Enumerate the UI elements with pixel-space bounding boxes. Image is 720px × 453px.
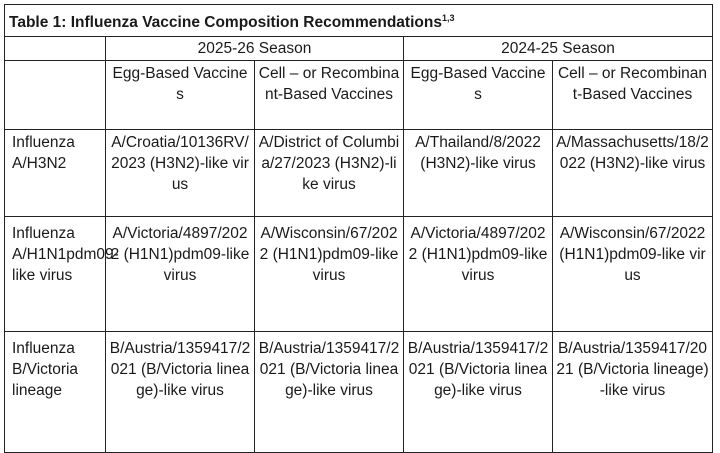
strain-text: B/Austria/1359417/2021 (B/Victoria lineage)-like virus (258, 340, 400, 399)
strain-text: B/Austria/1359417/2021 (B/Victoria lineage)-like virus (109, 340, 251, 399)
strain-cell (553, 217, 713, 332)
strain-cell (106, 217, 255, 332)
strain-text: A/District of Columbia/27/2023 (H3N2)-like virus (258, 134, 400, 193)
strain-cell (404, 217, 553, 332)
strain-cell (255, 332, 404, 453)
season-header-2024-25: 2024-25 Season (404, 37, 713, 61)
vaccine-type-label: Cell – or Recombinant-Based Vaccines (557, 65, 708, 103)
vaccine-type-header (553, 61, 713, 130)
strain-cell (404, 332, 553, 453)
table-title: Table 1: Influenza Vaccine Composition Recommendations (9, 14, 442, 31)
table-row (5, 130, 713, 217)
strain-text: A/Thailand/8/2022 (H3N2)-like virus (415, 134, 541, 172)
season-header-2025-26: 2025-26 Season (106, 37, 404, 61)
strain-cell (106, 130, 255, 217)
virus-name: Influenza A/H3N2 (12, 134, 75, 172)
strain-text: A/Wisconsin/67/2022 (H1N1)pdm09-like virus (559, 225, 706, 284)
blank-cell (5, 61, 106, 130)
strain-text: A/Wisconsin/67/2022 (H1N1)pdm09-like virus (259, 225, 399, 284)
vaccine-type-label: Cell – or Recombinant-Based Vaccines (258, 65, 400, 103)
vaccine-type-header (106, 61, 255, 130)
strain-cell (553, 130, 713, 217)
virus-name-cell (5, 332, 106, 453)
virus-name-cell (5, 130, 106, 217)
vaccine-table-figure (4, 4, 712, 432)
strain-cell (106, 332, 255, 453)
strain-text: A/Victoria/4897/2022 (H1N1)pdm09-like virus (408, 225, 548, 284)
strain-text: B/Austria/1359417/2021 (B/Victoria lineage)-like virus (407, 340, 549, 399)
strain-text: A/Croatia/10136RV/2023 (H3N2)-like virus (111, 134, 249, 193)
strain-cell (404, 130, 553, 217)
vaccine-type-label: Egg-Based Vaccines (410, 65, 546, 103)
corner-cell (5, 37, 106, 61)
strain-text: A/Massachusetts/18/2022 (H3N2)-like virus (556, 134, 709, 172)
strain-text: B/Austria/1359417/2021 (B/Victoria lineage)-like virus (556, 340, 709, 399)
strain-cell (255, 217, 404, 332)
strain-text: A/Victoria/4897/2022 (H1N1)pdm09-like virus (110, 225, 250, 284)
vaccine-type-header (404, 61, 553, 130)
vaccine-type-label: Egg-Based Vaccines (112, 65, 248, 103)
virus-name-cell (5, 217, 119, 332)
vaccine-type-header (255, 61, 404, 130)
vaccine-composition-table (4, 4, 713, 453)
title-reference: 1,3 (441, 13, 455, 23)
virus-name: Influenza A/H1N1pdm09-like virus (12, 225, 119, 284)
table-row (5, 332, 713, 453)
strain-cell (553, 332, 713, 453)
virus-name: Influenza B/Victoria lineage (12, 340, 79, 399)
table-title-cell (5, 5, 713, 37)
strain-cell (255, 130, 404, 217)
table-row (5, 217, 713, 332)
